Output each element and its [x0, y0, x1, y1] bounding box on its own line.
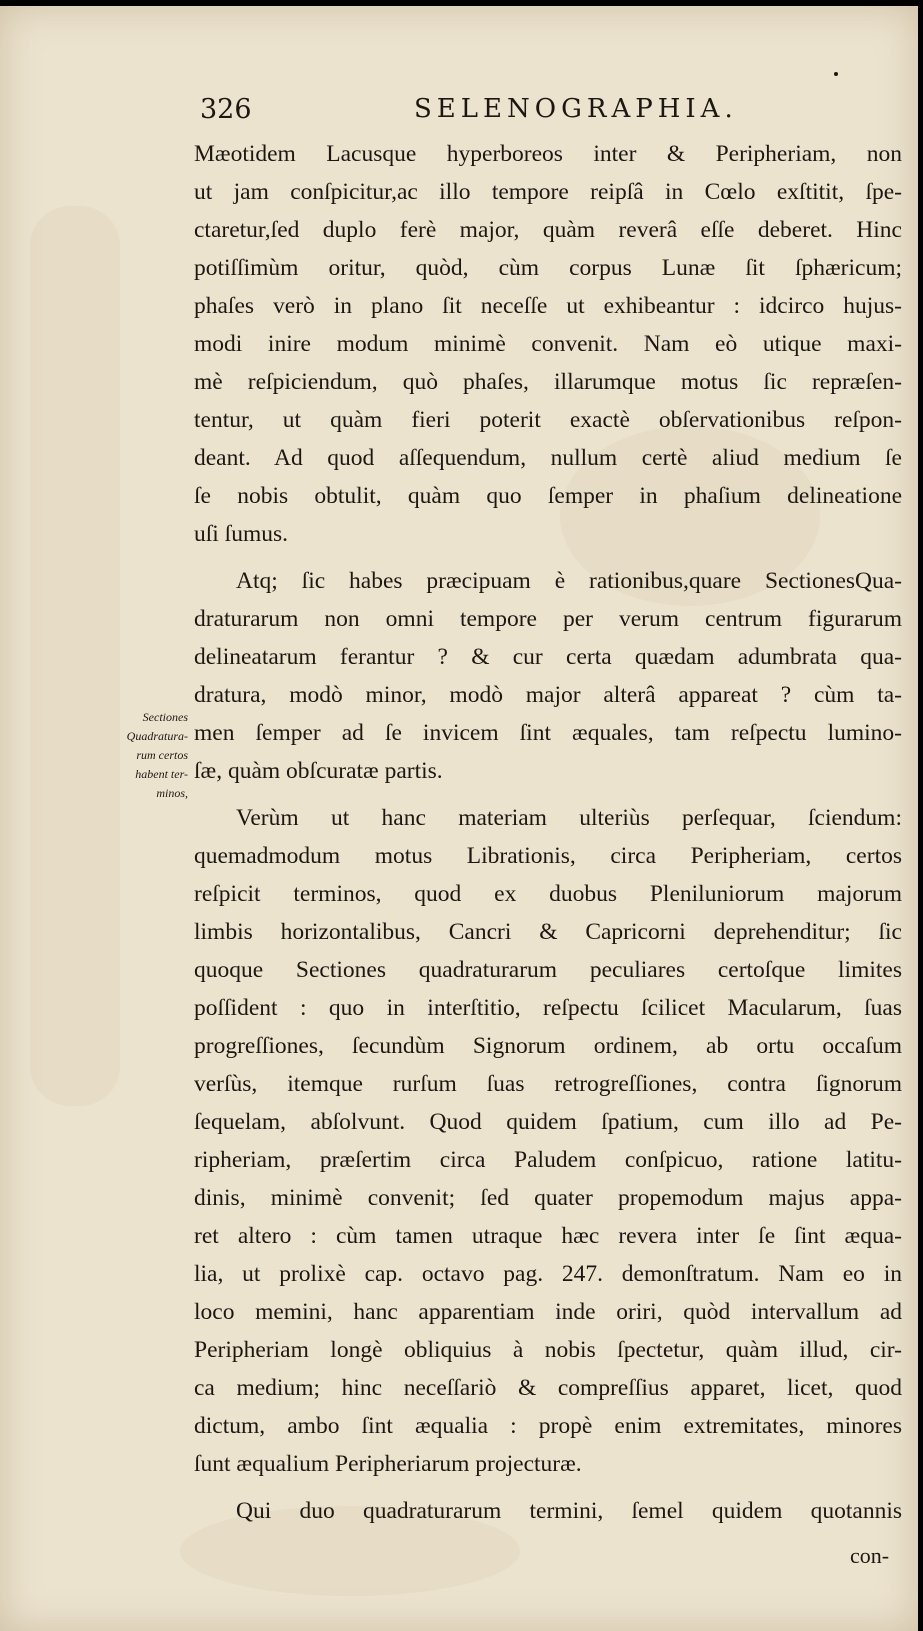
text-line: ſe nobis obtulit, quàm quo ſemper in phaſium delineatione [194, 483, 902, 509]
catchword: con- [850, 1543, 890, 1568]
text-line: delineatarum ferantur ? & cur certa quædam adumbrata qua- [194, 644, 902, 670]
text-line: loco memini, hanc apparentiam inde oriri, quòd intervallum ad [194, 1299, 902, 1325]
text-line: phaſes verò in plano ſit neceſſe ut exhibeantur : idcirco hujus- [194, 293, 902, 319]
text-line: ripheriam, præſertim circa Paludem conſpicuo, ratione latitu- [194, 1147, 902, 1173]
page-header [200, 94, 900, 134]
text-line: ut jam conſpicitur,ac illo tempore reipſâ in Cœlo exſtitit, ſpe- [194, 179, 902, 205]
text-line: ctaretur,ſed duplo ferè major, quàm reverâ eſſe deberet. Hinc [194, 217, 902, 243]
ink-dot [834, 72, 838, 76]
text-line: reſpicit terminos, quod ex duobus Pleniluniorum majorum [194, 881, 902, 907]
text-line: dratura, modò minor, modò major alterâ appareat ? cùm ta- [194, 682, 902, 708]
marginal-note [118, 708, 188, 803]
text-line: deant. Ad quod aſſequendum, nullum certè aliud medium ſe [194, 445, 902, 471]
text-line: uſi ſumus. [194, 521, 289, 547]
marginal-note-line: Quadratura- [126, 729, 188, 743]
text-line: lia, ut prolixè cap. octavo pag. 247. demonſtratum. Nam eo in [194, 1261, 902, 1287]
text-line: ſequelam, abſolvunt. Quod quidem ſpatium, cum illo ad Pe- [194, 1109, 902, 1135]
text-line: Qui duo quadraturarum termini, ſemel quidem quotannis [236, 1498, 902, 1524]
text-line: Peripheriam longè obliquius à nobis ſpectetur, quàm illud, cir- [194, 1337, 902, 1363]
text-line: Atq; ſic habes præcipuam è rationibus,quare SectionesQua- [236, 568, 902, 594]
text-line: ret altero : cùm tamen utraque hæc revera inter ſe ſint æqua- [194, 1223, 902, 1249]
text-line: quoque Sectiones quadraturarum peculiares certoſque limites [194, 957, 902, 983]
text-line: verſùs, itemque rurſum ſuas retrogreſſiones, contra ſignorum [194, 1071, 902, 1097]
text-line: quemadmodum motus Librationis, circa Peripheriam, certos [194, 843, 902, 869]
running-title: SELENOGRAPHIA. [414, 94, 738, 124]
text-line: Verùm ut hanc materiam ulteriùs perſequar, ſciendum: [236, 805, 902, 831]
paragraph [194, 135, 902, 553]
marginal-note-line: habent ter- [135, 767, 188, 781]
marginal-note-line: minos, [156, 786, 188, 800]
paragraph [194, 1492, 902, 1530]
text-line: ca medium; hinc neceſſariò & compreſſius apparet, licet, quod [194, 1375, 902, 1401]
text-line: draturarum non omni tempore per verum centrum figurarum [194, 606, 902, 632]
text-line: tentur, ut quàm fieri poterit exactè obſervationibus reſpon- [194, 407, 902, 433]
text-line: limbis horizontalibus, Cancri & Capricorni deprehenditur; ſic [194, 919, 902, 945]
marginal-note-line: Sectiones [142, 710, 188, 724]
page-number: 326 [200, 94, 252, 125]
paper-stain [30, 206, 120, 1106]
text-line: mè reſpiciendum, quò phaſes, illarumque motus ſic repræſen- [194, 369, 902, 395]
text-line: dictum, ambo ſint æqualia : propè enim extremitates, minores [194, 1413, 902, 1439]
paragraph [194, 562, 902, 790]
text-line: progreſſiones, ſecundùm Signorum ordinem, ab ortu occaſum [194, 1033, 902, 1059]
text-line: ſæ, quàm obſcuratæ partis. [194, 758, 443, 784]
text-line: ſunt æqualium Peripheriarum projecturæ. [194, 1451, 582, 1477]
text-line: potiſſimùm oritur, quòd, cùm corpus Lunæ ſit ſphæricum; [194, 255, 902, 281]
text-line: poſſident : quo in interſtitio, reſpectu ſcilicet Macularum, ſuas [194, 995, 902, 1021]
text-line: men ſemper ad ſe invicem ſint æquales, tam reſpectu lumino- [194, 720, 902, 746]
marginal-note-line: rum certos [136, 748, 188, 762]
text-line: Mæotidem Lacusque hyperboreos inter & Peripheriam, non [194, 141, 902, 167]
body-text [194, 135, 902, 1530]
text-line: dinis, minimè convenit; ſed quater propemodum majus appa- [194, 1185, 902, 1211]
text-line: modi inire modum minimè convenit. Nam eò utique maxi- [194, 331, 902, 357]
paragraph [194, 799, 902, 1483]
